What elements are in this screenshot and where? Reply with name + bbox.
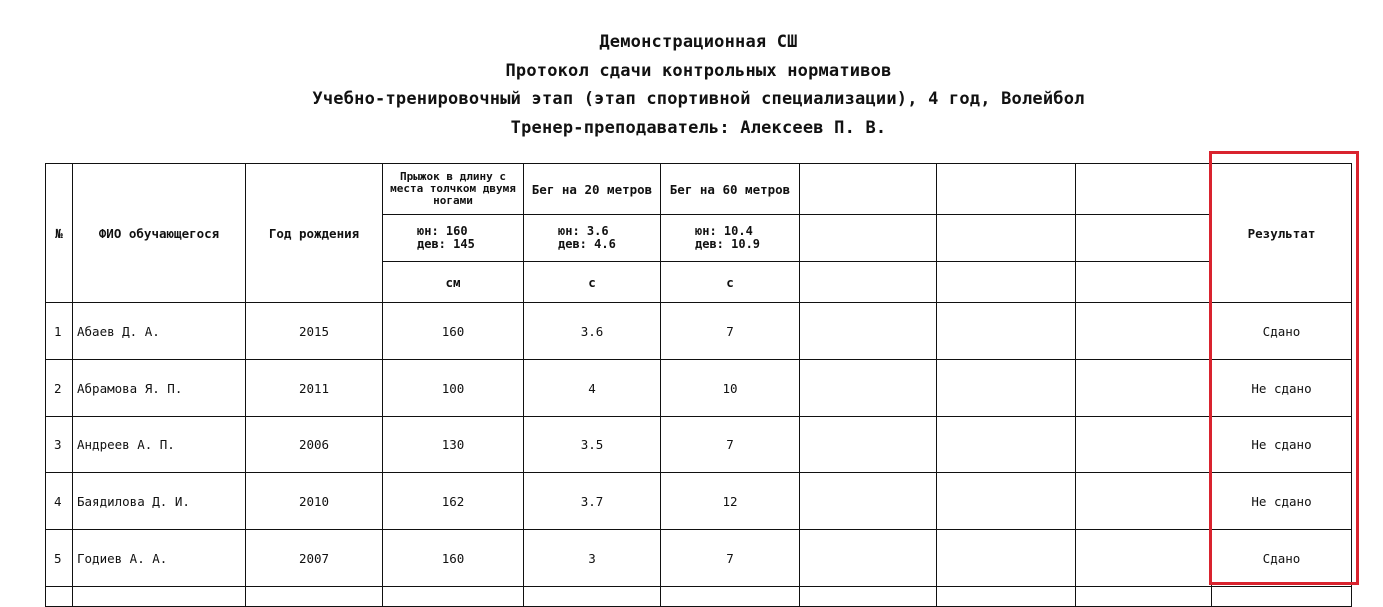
result-cell: Сдано [1212,303,1352,360]
norm-empty-3 [1076,215,1212,262]
header-row-titles [46,164,1352,215]
empty-cell [800,360,937,417]
birth-year: 2010 [246,473,383,530]
empty-cell [800,473,937,530]
row-number: 1 [46,303,73,360]
column-header-test-2: Бег на 20 метров [524,164,661,215]
norm-empty-1 [800,215,937,262]
school-name: Демонстрационная СШ [599,32,798,52]
empty-cell [524,587,661,607]
empty-cell [937,473,1076,530]
empty-cell [937,303,1076,360]
empty-cell [73,587,246,607]
empty-cell [800,587,937,607]
test-1-value: 100 [383,360,524,417]
test-3-value: 10 [661,360,800,417]
unit-test-2: с [524,262,661,303]
empty-cell [937,360,1076,417]
student-name: Андреев А. П. [73,417,246,473]
row-number: 3 [46,417,73,473]
birth-year: 2015 [246,303,383,360]
test-2-value: 3 [524,530,661,587]
empty-cell [800,303,937,360]
empty-cell [937,417,1076,473]
test-2-value: 4 [524,360,661,417]
empty-cell [246,587,383,607]
unit-empty-2 [937,262,1076,303]
protocol-table [45,163,1352,607]
column-header-name: ФИО обучающегося [73,164,246,303]
row-number: 5 [46,530,73,587]
birth-year: 2007 [246,530,383,587]
column-header-empty-3 [1076,164,1212,215]
empty-cell [1076,303,1212,360]
student-name: Абаев Д. А. [73,303,246,360]
table-row-partial [46,587,1352,607]
empty-cell [937,530,1076,587]
test-1-value: 162 [383,473,524,530]
result-cell: Не сдано [1212,473,1352,530]
table-row [46,360,1352,417]
student-name: Абрамова Я. П. [73,360,246,417]
empty-cell [383,587,524,607]
norm-empty-2 [937,215,1076,262]
unit-test-1: см [383,262,524,303]
empty-cell [1076,473,1212,530]
row-number: 4 [46,473,73,530]
empty-cell [1076,360,1212,417]
unit-test-3: с [661,262,800,303]
table-row [46,303,1352,360]
result-cell: Не сдано [1212,360,1352,417]
test-2-value: 3.6 [524,303,661,360]
column-header-birth-year: Год рождения [246,164,383,303]
empty-cell [1076,530,1212,587]
empty-cell [46,587,73,607]
empty-cell [661,587,800,607]
test-1-value: 160 [383,530,524,587]
coach-name: Тренер-преподаватель: Алексеев П. В. [510,117,887,138]
test-2-value: 3.5 [524,417,661,473]
column-header-number: № [46,164,73,303]
student-name: Баядилова Д. И. [73,473,246,530]
empty-cell [1076,587,1212,607]
norm-test-1: юн: 160 дев: 145 [383,215,524,262]
empty-cell [1076,417,1212,473]
protocol-title: Протокол сдачи контрольных нормативов [505,60,892,81]
unit-empty-1 [800,262,937,303]
column-header-test-3: Бег на 60 метров [661,164,800,215]
test-3-value: 7 [661,530,800,587]
norm-test-3: юн: 10.4 дев: 10.9 [661,215,800,262]
column-header-result: Результат [1212,164,1352,303]
test-1-value: 160 [383,303,524,360]
test-1-value: 130 [383,417,524,473]
result-cell: Сдано [1212,530,1352,587]
result-cell: Не сдано [1212,417,1352,473]
test-2-value: 3.7 [524,473,661,530]
document-header [0,28,1383,142]
empty-cell [1212,587,1352,607]
column-header-empty-1 [800,164,937,215]
empty-cell [800,530,937,587]
column-header-empty-2 [937,164,1076,215]
table-row [46,530,1352,587]
student-name: Годиев А. А. [73,530,246,587]
row-number: 2 [46,360,73,417]
empty-cell [937,587,1076,607]
table-row [46,417,1352,473]
table-row [46,473,1352,530]
empty-cell [800,417,937,473]
test-3-value: 7 [661,417,800,473]
test-3-value: 7 [661,303,800,360]
unit-empty-3 [1076,262,1212,303]
stage-title: Учебно-тренировочный этап (этап спортивной специализации), 4 год, Волейбол [312,89,1085,109]
birth-year: 2011 [246,360,383,417]
norm-test-2: юн: 3.6 дев: 4.6 [524,215,661,262]
test-3-value: 12 [661,473,800,530]
birth-year: 2006 [246,417,383,473]
column-header-test-1: Прыжок в длину с места толчком двумя ногами [383,164,524,215]
